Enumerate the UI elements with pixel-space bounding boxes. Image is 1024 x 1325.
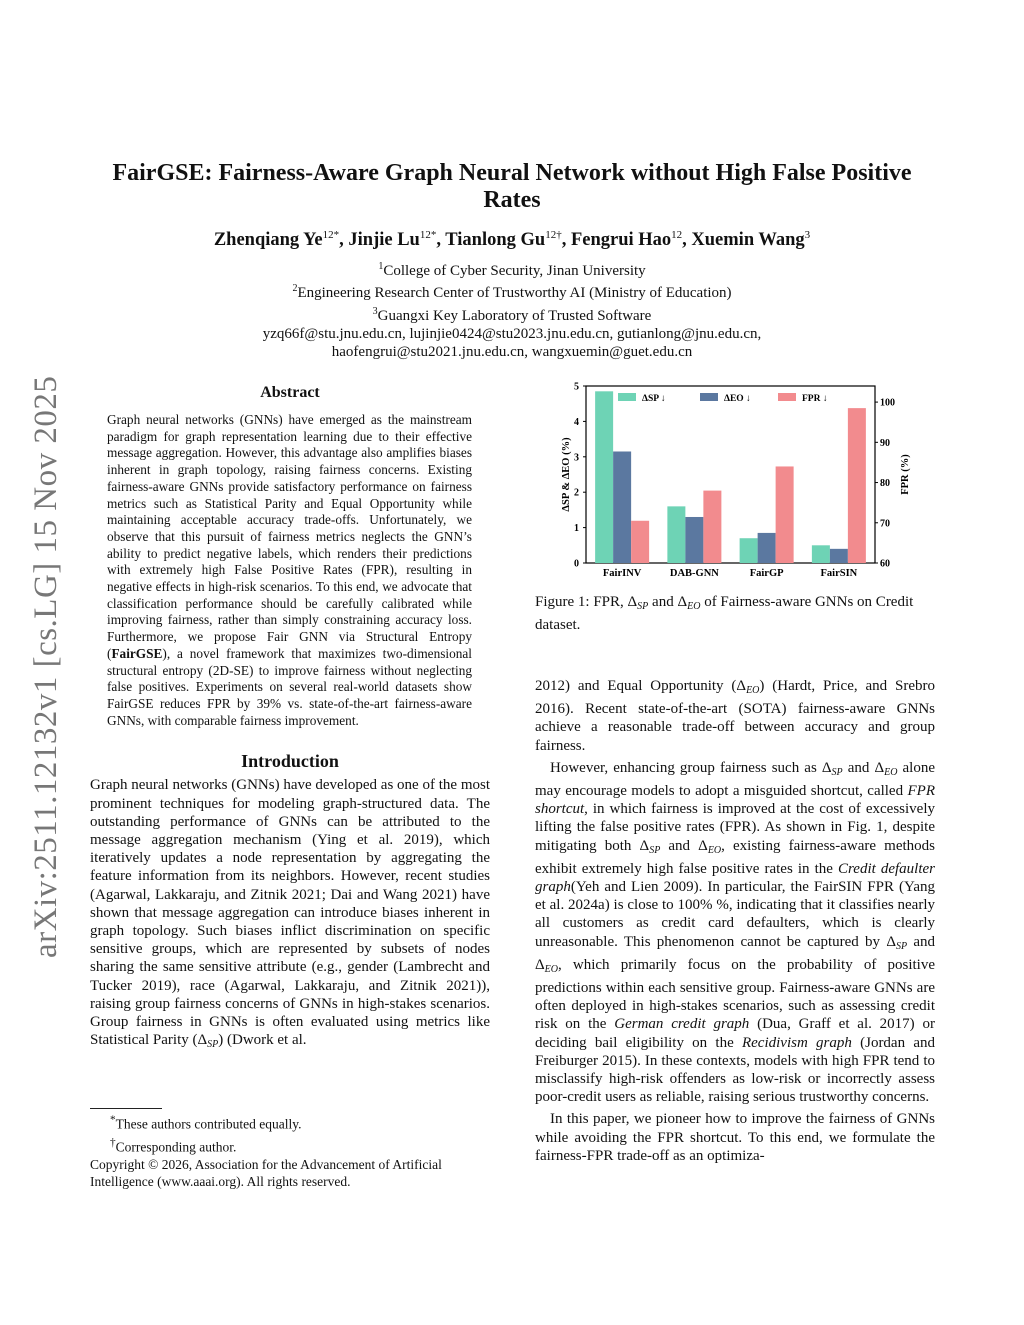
y-left-tick-label: 2 (574, 487, 579, 499)
text-run: 2012) and Equal Opportunity (Δ (535, 678, 747, 694)
abstract-body (107, 412, 472, 729)
figure-caption (535, 593, 935, 635)
email-line: haofengrui@stu2021.jnu.edu.cn, wangxuemin@guet.edu.cn (331, 344, 693, 361)
affiliation-line (90, 303, 934, 325)
legend-label: ΔSP ↓ (642, 394, 666, 404)
bar-left-fairinv (595, 391, 613, 563)
author-marks: 12* (419, 229, 437, 241)
affiliation-line (90, 258, 934, 280)
subscript: SP (649, 844, 661, 856)
subscript: SP (895, 940, 908, 952)
footnote-mark: † (110, 1136, 116, 1149)
text-run: and Δ (535, 933, 935, 973)
footnote (90, 1111, 490, 1134)
subscript: EO (707, 844, 722, 856)
y-right-tick-label: 100 (880, 397, 895, 409)
footnotes (90, 1108, 490, 1190)
text-run: and Δ (842, 759, 885, 776)
emphasis: German credit graph (614, 1016, 750, 1033)
author-name: Fengrui Hao (570, 230, 672, 251)
text-run: , which primarily focus on the probability of positive predictions within each sensitive group. Fairness-aware GNNs are often deployed in high-stakes scenarios, such as assessing credit risk on the (535, 956, 935, 1033)
affiliation-text: Guangxi Key Laboratory of Trusted Software (377, 307, 652, 324)
bar-left-dab-gnn (685, 517, 703, 563)
x-tick-label: FairINV (602, 568, 642, 579)
intro-text: Graph neural networks (GNNs) have developed as one of the most prominent techniques for modeling graph-structured data. The outstanding performance of GNNs can be attributed to the message aggregation mechanism (Ying et al. 2019), which iteratively updates a node representation by aggregating the feature information from its neighbors. However, recent studies (Agarwal, Lakkaraju, and Zitnik 2021; Dai and Wang 2021) have shown that message aggregation can introduce biases inherent in graph topology. Such biases inflict discrimination on specific sensitive groups, which are represented by subsets of nodes sharing the same sensitive attribute (e.g., gender (Lambrecht and Tucker 2019), race (Agarwal, Lakkaraju, and Zitnik 2021)), raising group fairness concerns of GNNs in high-stakes scenarios. Group fairness in GNNs is often evaluated using metrics like Statistical Parity (Δ (90, 777, 490, 1049)
text-run: (Dua, Graff et al. 2017) or deciding bail eligibility on the (535, 1016, 935, 1051)
x-tick-label: DAB-GNN (669, 568, 719, 579)
text-run: However, enhancing group fairness such as Δ (550, 759, 832, 776)
y-left-tick-label: 3 (574, 452, 579, 464)
bar-left-fairinv (613, 451, 631, 563)
intro-text: ) (Dwork et al. (218, 1032, 307, 1049)
y-left-tick-label: 5 (574, 381, 579, 393)
method-name: FairGSE (111, 645, 163, 661)
bar-left-fairsin (830, 549, 848, 563)
footnote-text: Corresponding author. (115, 1139, 237, 1154)
subscript: EO (746, 685, 760, 696)
figure-1-chart (550, 378, 930, 583)
subscript: EO (544, 963, 558, 975)
y-right-tick-label: 80 (880, 478, 890, 490)
left-column (90, 384, 490, 1054)
author-marks: 12† (545, 229, 562, 241)
footnote-rule (90, 1108, 162, 1109)
text-run: ) (Hardt, Price, and Srebro 2016). Recent state-of-the-art (SOTA) fairness-aware GNNs achieve a reasonable trade-off between accuracy and group fairness. (535, 678, 935, 754)
footnote-mark: * (110, 1114, 116, 1126)
author-name: Jinjie Lu (348, 230, 420, 251)
legend-label: FPR ↓ (802, 394, 828, 404)
y-right-tick-label: 70 (880, 518, 890, 530)
abstract-heading: Abstract (260, 384, 320, 401)
caption-text: Figure 1: FPR, Δ (535, 594, 638, 610)
y-right-tick-label: 90 (880, 437, 890, 449)
subscript: SP (831, 766, 843, 778)
paragraph: In this paper, we pioneer how to improve the fairness of GNNs while avoiding the FPR shortcut. To this end, we formulate the fairness-FPR trade-off as an optimiza- (535, 1111, 935, 1164)
bar-left-fairsin (812, 545, 830, 563)
author-name: Zhenqiang Ye (213, 230, 323, 251)
text-run: , existing fairness-aware methods exhibit extremely high false positive rates in the (535, 837, 935, 877)
bar-right-fairinv (631, 521, 649, 563)
intro-paragraph (90, 776, 490, 1054)
bar-left-dab-gnn (667, 506, 685, 563)
y-right-axis-label: FPR (%) (900, 454, 911, 495)
y-left-axis-label: ΔSP & ΔEO (%) (561, 437, 572, 512)
emphasis: Recidivism graph (741, 1034, 852, 1051)
legend-swatch (700, 393, 718, 401)
introduction-heading: Introduction (241, 751, 339, 772)
text-run: alone may encourage models to adopt a misguided shortcut, called (535, 759, 935, 800)
subscript: EO (687, 601, 701, 612)
right-column-text (535, 677, 935, 1169)
author-marks: 3 (804, 229, 811, 241)
author-list: Zhenqiang $Ye^{12*}$, Jinjie $Lu^{12*}$, Tianlong $Gu^{12\dagger}$, Fengrui Hao$^{12}$, Xuemin Wang$^3$ (213, 229, 811, 251)
subscript: EO (884, 766, 898, 778)
legend-swatch (618, 393, 636, 401)
text-run: (Jordan and Freiburger 2015). In these contexts, models with high FPR tend to misclassify high-risk offenders as low-risk or incorrectly assess poor-credit users as reliable, raising serious trustworthy concerns. (535, 1034, 935, 1106)
subscript: SP (637, 601, 649, 612)
abstract-text: ), a novel framework that maximizes two-dimensional structural entropy (2D-SE) to improve fairness without neglecting false positives. Experiments on several real-world datasets show FairGSE reduces FPR by 39% vs. state-of-the-art fairness-aware GNNs, with comparable fairness improvement. (107, 645, 472, 728)
y-left-tick-label: 0 (574, 558, 579, 570)
caption-text: of Fairness-aware GNNs on Credit dataset. (535, 594, 914, 634)
text-run: (Yeh and Lien 2009). In particular, the FairSIN FPR (Yang et al. 2024a) is close to 100% %, indicating that it classifies nearly all customers as credit card defaulters, which is clearly unreasonable. This phenomenon cannot be captured by Δ (535, 879, 935, 950)
affiliation-mark: 1 (378, 261, 384, 272)
paper-title: FairGSE: Fairness-Aware Graph Neural Network without High False Positive Rates (112, 160, 912, 213)
bar-right-fairsin (848, 408, 866, 563)
text-run: , in which fairness is improved at the cost of excessively lifting the false positive rates (FPR). As shown in Fig. 1, despite mitigating both Δ (535, 801, 935, 854)
bar-left-fairgp (740, 538, 758, 563)
author-name: Tianlong Gu (445, 230, 546, 251)
author-marks: 12 (671, 229, 683, 241)
x-tick-label: FairSIN (820, 568, 858, 579)
affiliation-mark: 3 (372, 305, 378, 317)
footnote (90, 1134, 490, 1157)
arxiv-identifier: arXiv:2511.12132v1 [cs.LG] 15 Nov 2025 (28, 375, 64, 958)
author-marks: 12* (322, 229, 340, 241)
paragraph (535, 677, 935, 755)
legend-label: ΔEO ↓ (724, 394, 751, 404)
x-tick-label: FairGP (749, 568, 784, 579)
emphasis: FPR shortcut (535, 783, 935, 818)
footnote-text: These authors contributed equally. (115, 1116, 302, 1132)
affiliation-text: Engineering Research Center of Trustworthy AI (Ministry of Education) (297, 285, 732, 302)
caption-text: and Δ (648, 594, 688, 610)
copyright-notice: Copyright © 2026, Association for the Advancement of Artificial Intelligence (www.aaai.org). All rights reserved. (90, 1157, 442, 1189)
bar-left-fairgp (758, 533, 776, 563)
bar-right-fairgp (776, 466, 794, 563)
y-left-tick-label: 1 (574, 523, 579, 535)
abstract-text: Graph neural networks (GNNs) have emerged as the mainstream paradigm for graph representation learning due to their effective message aggregation. However, this advantage also amplifies biases inherent in graph topology, raising fairness concerns. Existing fairness-aware GNNs provide satisfactory performance on fairness metrics such as Statistical Parity and Equal Opportunity while maintaining acceptable accuracy trade-offs. Unfortunately, we observe that this pursuit of fairness metrics neglects the GNN’s ability to predict negative labels, which renders their predictions with extremely high False Positive Rates (FPR), resulting in negative effects in high-risk scenarios. To this end, we advocate that classification performance should be carefully calibrated while improving fairness, rather than simply constraining accuracy loss. Furthermore, we propose Fair GNN via Structural Entropy ( (107, 412, 472, 661)
subscript: SP (207, 1039, 219, 1051)
bar-right-dab-gnn (703, 491, 721, 563)
author-name: Xuemin Wang (691, 230, 805, 251)
text-run: and Δ (660, 837, 708, 854)
y-left-tick-label: 4 (574, 416, 579, 428)
affiliations (90, 258, 934, 361)
affiliation-line (90, 280, 934, 302)
paragraph (535, 759, 935, 1107)
emphasis: Credit defaulter graph (535, 860, 936, 896)
legend-swatch (778, 393, 796, 401)
email-line: yzq66f@stu.jnu.edu.cn, lujinjie0424@stu2023.jnu.edu.cn, gutianlong@jnu.edu.cn, (262, 325, 762, 342)
affiliation-text: College of Cyber Security, Jinan University (383, 263, 646, 279)
y-right-tick-label: 60 (880, 558, 890, 570)
affiliation-mark: 2 (292, 283, 298, 295)
